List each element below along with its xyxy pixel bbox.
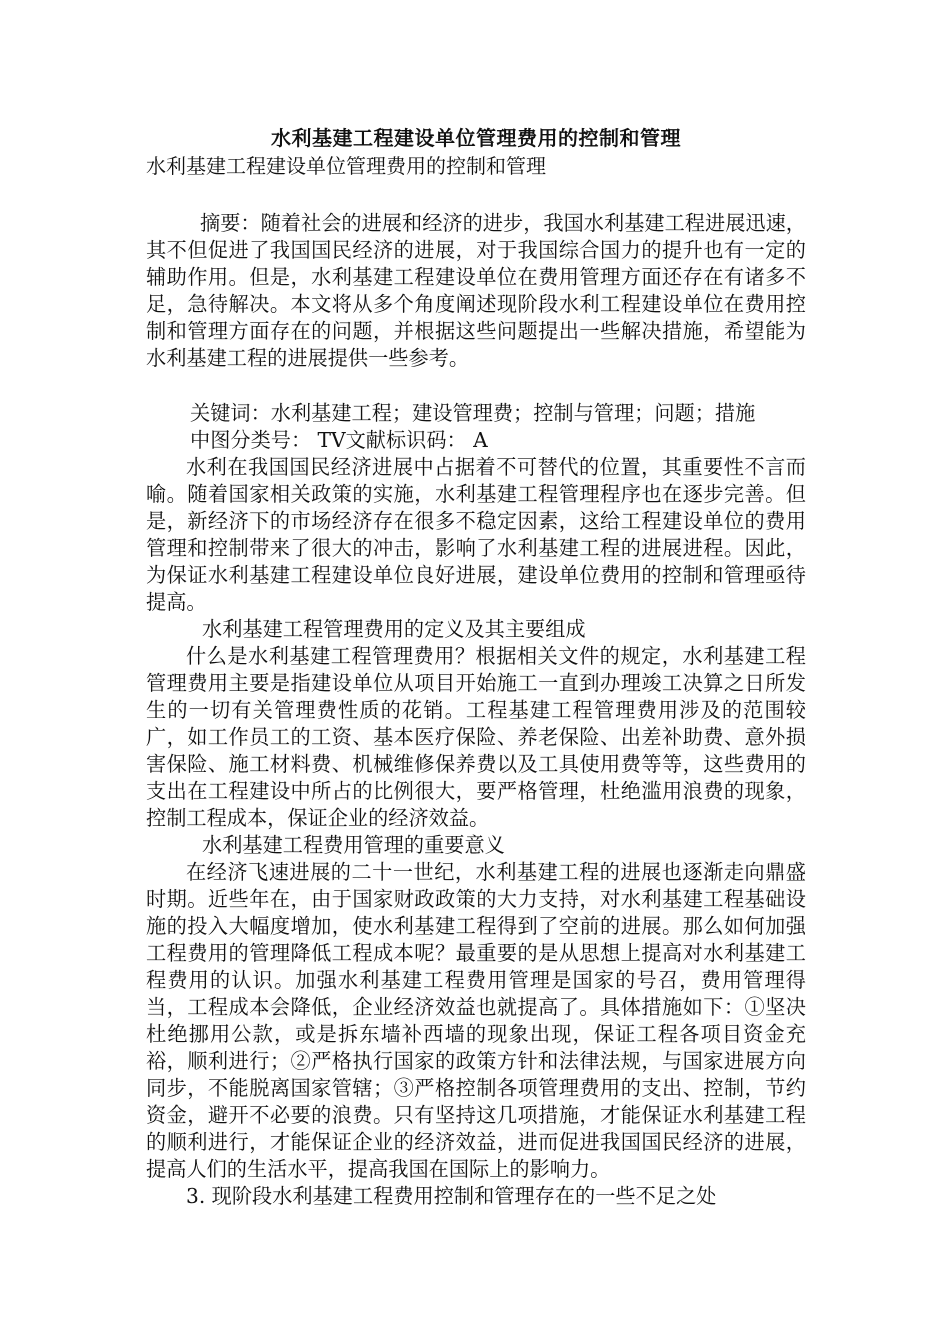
keywords-paragraph: 关键词：水利基建工程；建设管理费；控制与管理；问题；措施 — [190, 401, 756, 425]
section-body-significance: 在经济飞速进展的二十一世纪，水利基建工程的进展也逐渐走向鼎盛时期。近些年在，由于国家财政政策的大力支持，对水利基建工程基础设施的投入大幅度增加，使水利基建工程得到了空前的进展。那么如何加强工程费用的管理降低工程成本呢？最重要的是从思想上提高对水利基建工程费用的认识。加强水利基建工程费用管理是国家的号召，费用管理得当，工程成本会降低，企业经济效益也就提高了。具体措施如下：①坚决杜绝挪用公款，或是拆东墙补西墙的现象出现，保证工程各项目资金充裕，顺利进行；②严格执行国家的政策方针和法律法规，与国家进展方向同步，不能脱离国家管辖；③严格控制各项管理费用的支出、控制，节约资金，避开不必要的浪费。只有坚持这几项措施，才能保证水利基建工程的顺利进行，才能保证企业的经济效益，进而促进我国国民经济的进展，提高人们的生活水平，提高我国在国际上的影响力。 — [146, 860, 806, 1181]
section-heading-definition: 水利基建工程管理费用的定义及其主要组成 — [202, 617, 586, 641]
abstract-paragraph: 摘要：随着社会的进展和经济的进步，我国水利基建工程进展迅速，其不但促进了我国国民经济的进展，对于我国综合国力的提升也有一定的辅助作用。但是，水利基建工程建设单位在费用管理方面还存在有诸多不足，急待解决。本文将从多个角度阐述现阶段水利工程建设单位在费用控制和管理方面存在的问题，并根据这些问题提出一些解决措施，希望能为水利基建工程的进展提供一些参考。 — [146, 211, 806, 370]
classification-line: 中图分类号： TV文献标识码： A — [190, 428, 488, 452]
document-title: 水利基建工程建设单位管理费用的控制和管理 — [271, 126, 681, 150]
document-page — [146, 124, 806, 1210]
section-body-definition: 什么是水利基建工程管理费用？根据相关文件的规定，水利基建工程管理费用主要是指建设单位从项目开始施工一直到办理竣工决算之日所发生的一切有关管理费性质的花销。工程基建工程管理费用涉及的范围较广，如工作员工的工资、基本医疗保险、养老保险、出差补助费、意外损害保险、施工材料费、机械维修保养费以及工具使用费等等，这些费用的支出在工程建设中所占的比例很大，要严格管理，杜绝滥用浪费的现象，控制工程成本，保证企业的经济效益。 — [146, 644, 806, 830]
section-heading-shortcomings: 3. 现阶段水利基建工程费用控制和管理存在的一些不足之处 — [186, 1184, 717, 1208]
document-subtitle: 水利基建工程建设单位管理费用的控制和管理 — [146, 154, 546, 178]
intro-paragraph: 水利在我国国民经济进展中占据着不可替代的位置，其重要性不言而喻。随着国家相关政策的实施，水利基建工程管理程序也在逐步完善。但是，新经济下的市场经济存在很多不稳定因素，这给工程建设单位的费用管理和控制带来了很大的冲击，影响了水利基建工程的进展进程。因此，为保证水利基建工程建设单位良好进展，建设单位费用的控制和管理亟待提高。 — [146, 455, 806, 614]
section-heading-significance: 水利基建工程费用管理的重要意义 — [202, 833, 505, 857]
